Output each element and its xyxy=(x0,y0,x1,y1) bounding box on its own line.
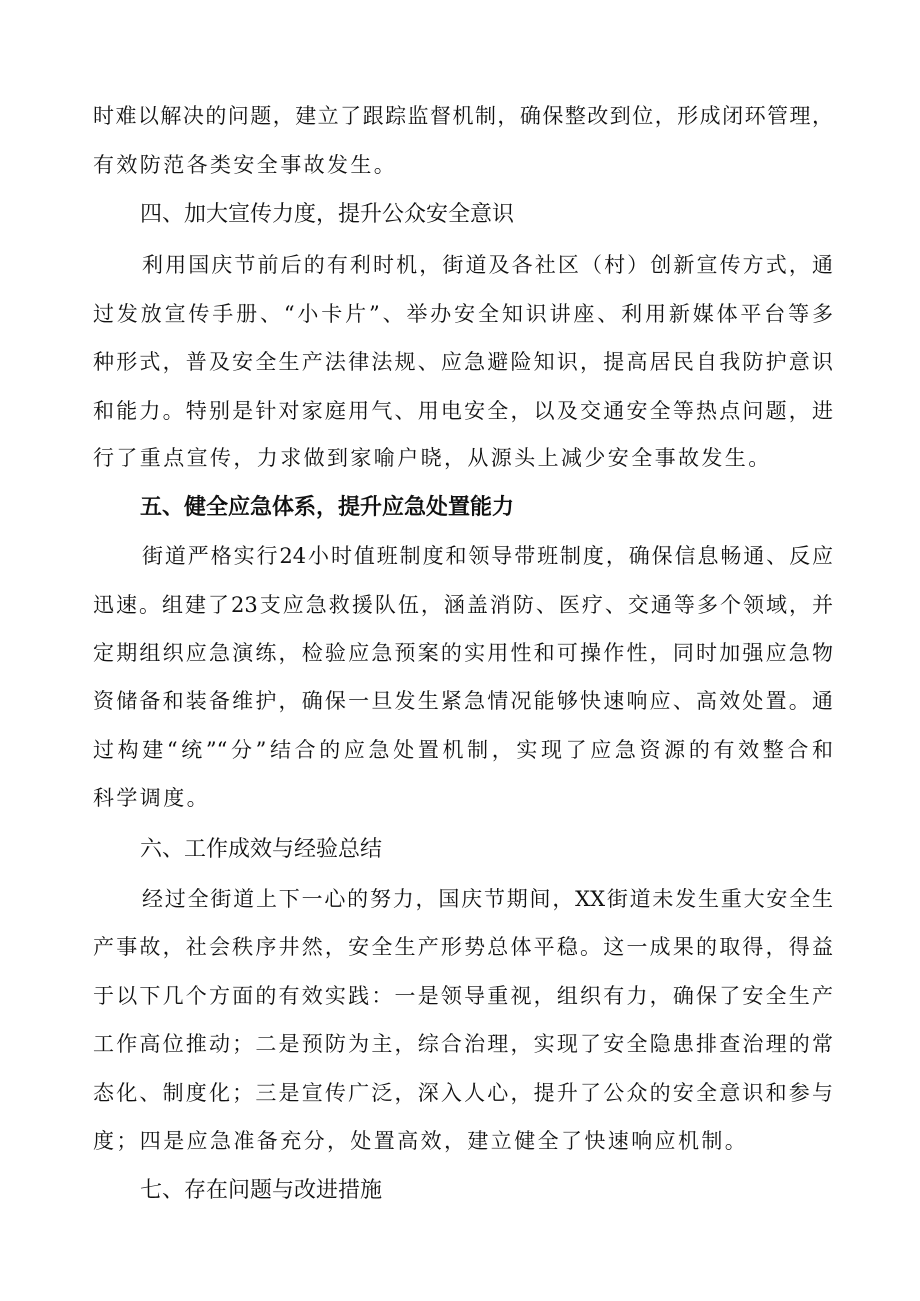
paragraph-line: 定期组织应急演练，检验应急预案的实用性和可操作性，同时加强应急物 xyxy=(93,641,833,665)
paragraph-line: 有效防范各类安全事故发生。 xyxy=(93,153,398,177)
paragraph-line: 过发放宣传手册、“小卡片”、举办安全知识讲座、利用新媒体平台等多 xyxy=(93,302,833,326)
paragraph-line: 过构建“统”“分”结合的应急处置机制，实现了应急资源的有效整合和 xyxy=(93,738,833,762)
paragraph-line: 经过全街道上下一心的努力，国庆节期间，XX街道未发生重大安全生 xyxy=(142,887,833,911)
paragraph-line: 产事故，社会秩序井然，安全生产形势总体平稳。这一成果的取得，得益 xyxy=(93,935,833,959)
paragraph-line: 街道严格实行24小时值班制度和领导带班制度，确保信息畅通、反应 xyxy=(142,544,833,568)
section-heading: 七、存在问题与改进措施 xyxy=(140,1178,383,1203)
paragraph-line: 工作高位推动；二是预防为主，综合治理，实现了安全隐患排查治理的常 xyxy=(93,1032,833,1056)
section-heading: 六、工作成效与经验总结 xyxy=(140,837,383,862)
paragraph-line: 态化、制度化；三是宣传广泛，深入人心，提升了公众的安全意识和参与 xyxy=(93,1081,833,1105)
paragraph-line: 资储备和装备维护，确保一旦发生紧急情况能够快速响应、高效处置。通 xyxy=(93,689,833,713)
paragraph-line: 科学调度。 xyxy=(93,786,210,810)
paragraph-line: 利用国庆节前后的有利时机，街道及各社区（村）创新宣传方式，通 xyxy=(142,253,833,277)
paragraph-line: 度；四是应急准备充分，处置高效，建立健全了快速响应机制。 xyxy=(93,1129,749,1153)
paragraph-line: 和能力。特别是针对家庭用气、用电安全，以及交通安全等热点问题，进 xyxy=(93,399,833,423)
paragraph-line: 于以下几个方面的有效实践：一是领导重视，组织有力，确保了安全生产 xyxy=(93,984,833,1008)
paragraph-line: 行了重点宣传，力求做到家喻户晓，从源头上减少安全事故发生。 xyxy=(93,446,772,470)
section-heading: 五、健全应急体系，提升应急处置能力 xyxy=(140,495,515,520)
paragraph-line: 时难以解决的问题，建立了跟踪监督机制，确保整改到位，形成闭环管理， xyxy=(93,104,833,128)
paragraph-line: 种形式，普及安全生产法律法规、应急避险知识，提高居民自我防护意识 xyxy=(93,350,833,374)
paragraph-line: 迅速。组建了23支应急救援队伍，涵盖消防、医疗、交通等多个领域，并 xyxy=(93,593,833,617)
section-heading: 四、加大宣传力度，提升公众安全意识 xyxy=(140,202,515,227)
